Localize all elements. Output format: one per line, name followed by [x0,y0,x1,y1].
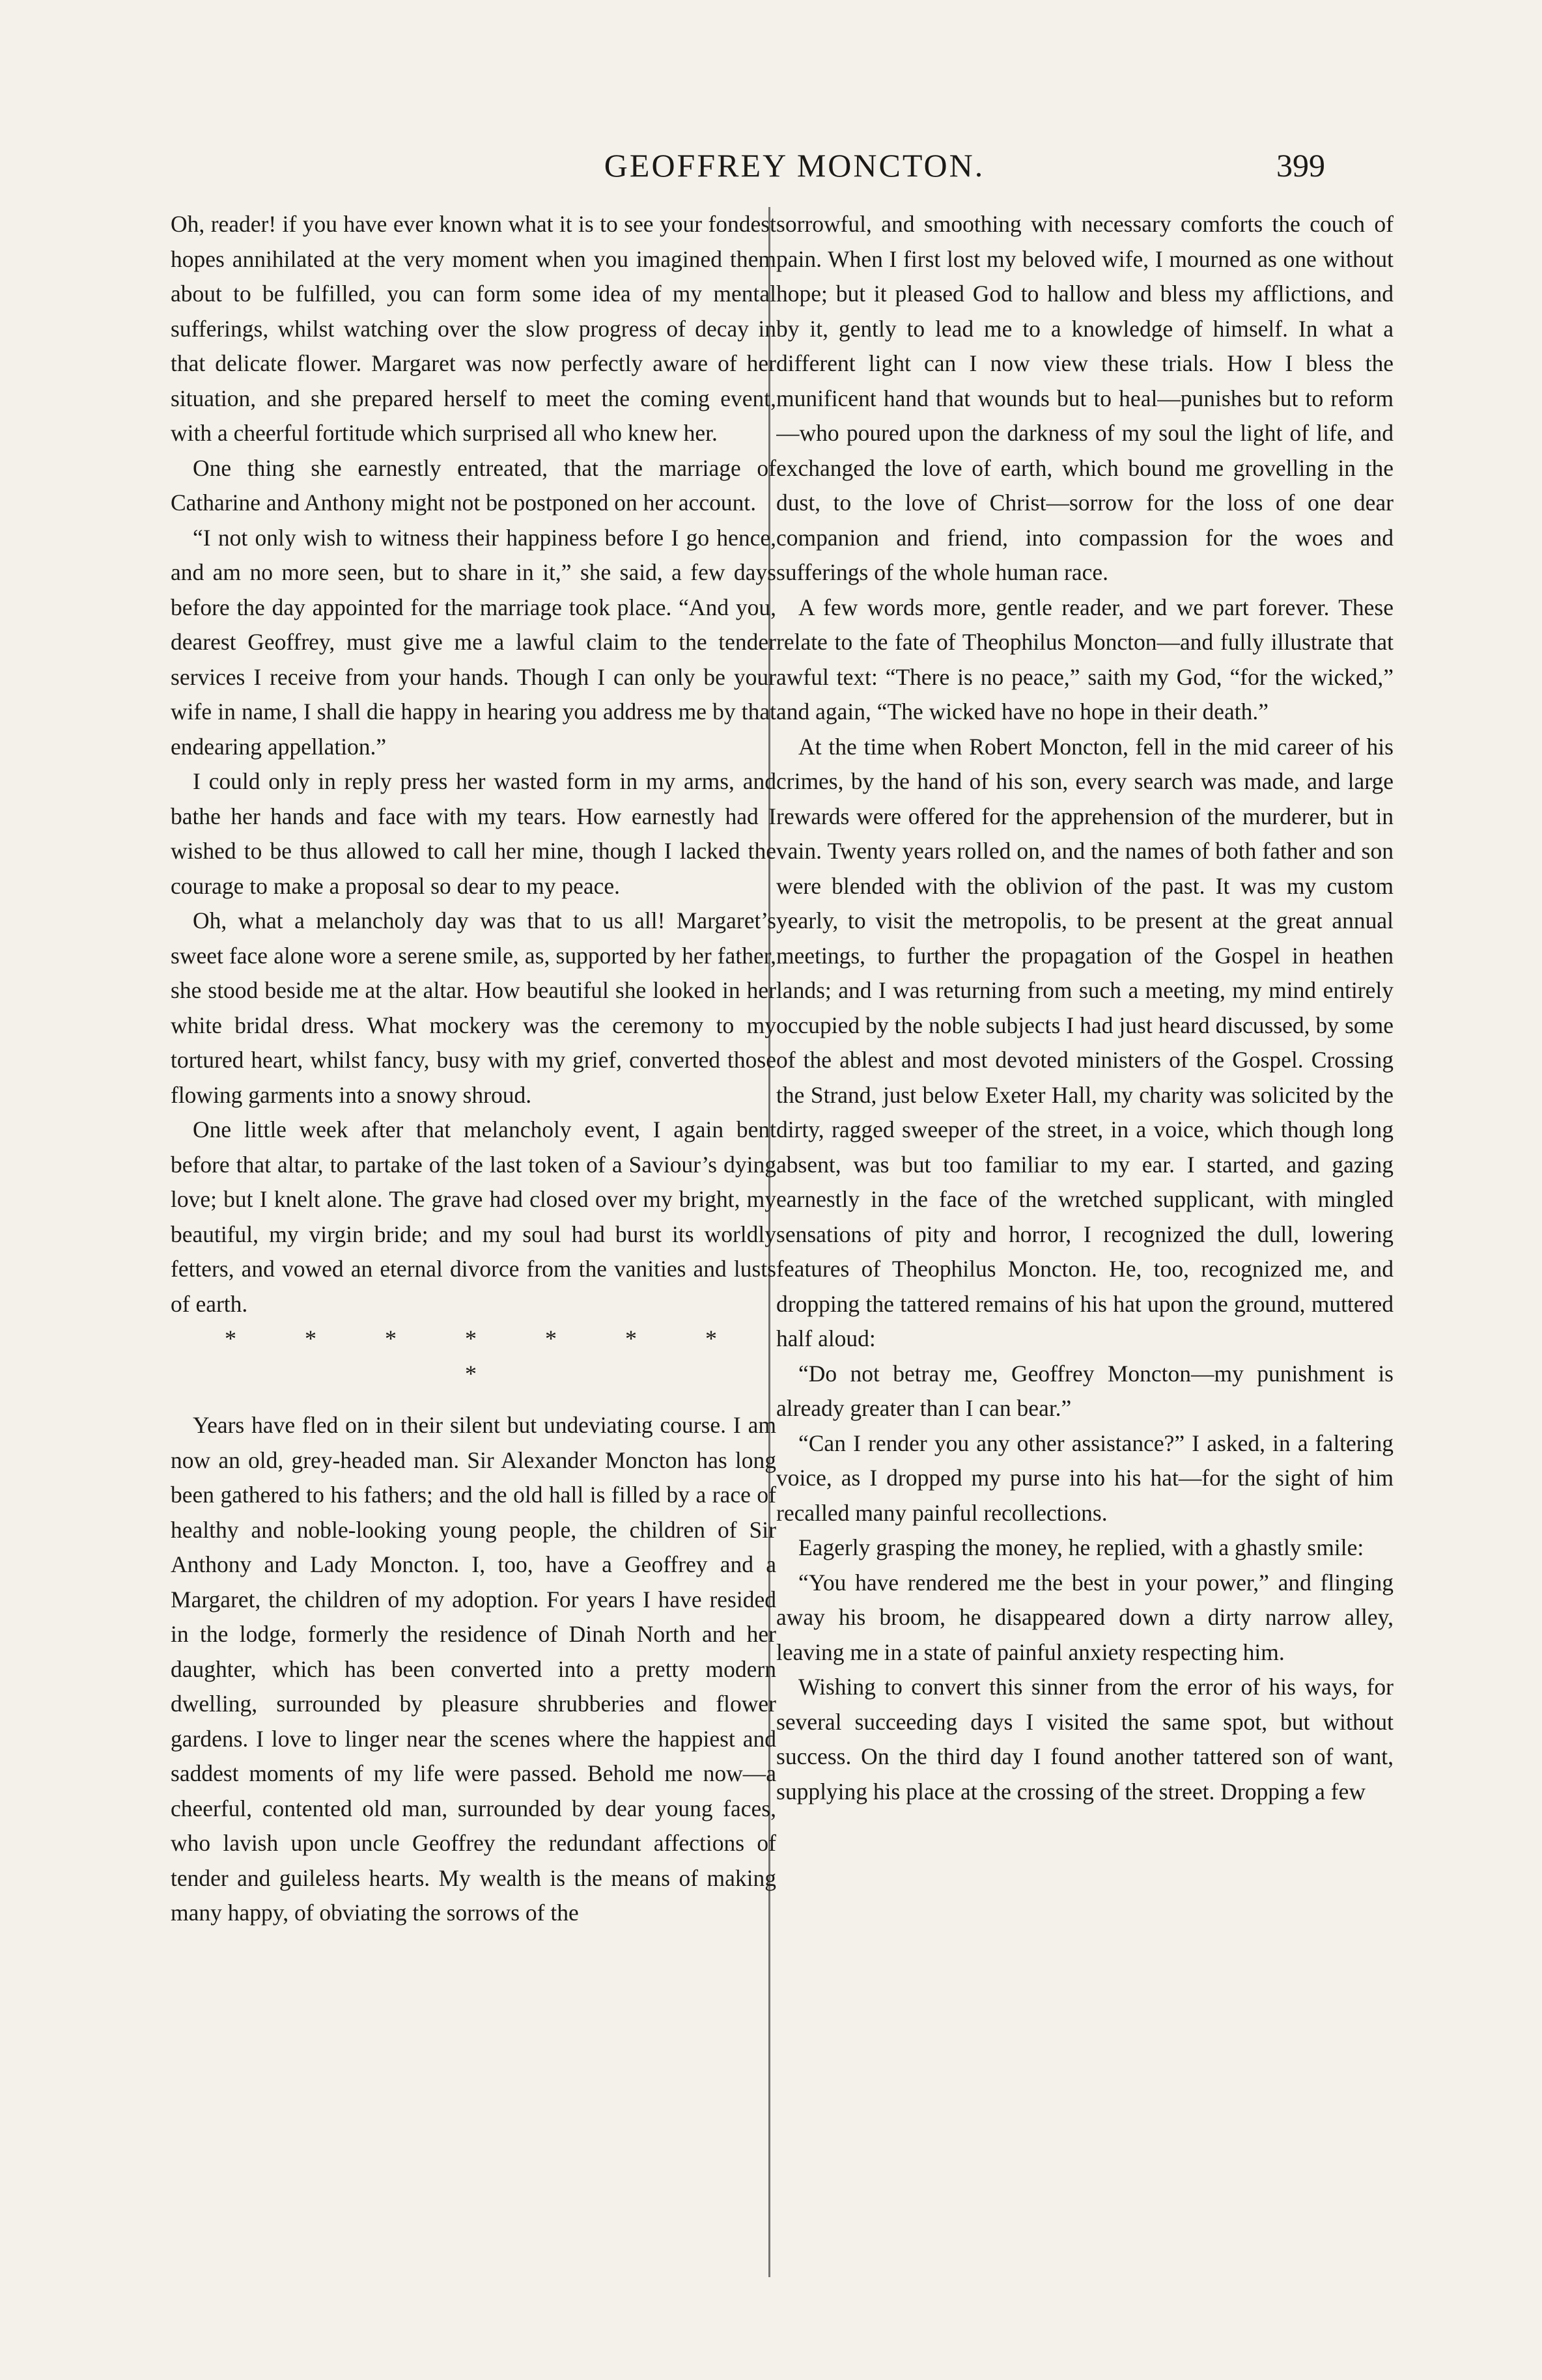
paragraph: Oh, what a melancholy day was that to us all! Margaret’s sweet face alone wore a serene smile, as, supported by her father, she stood beside me at the altar. How beautiful she looked in her white bridal dress. What mockery was the ceremony to my tortured heart, whilst fancy, busy with my grief, converted those flowing garments into a snowy shroud. [171,907,776,1108]
paragraph: “You have rendered me the best in your power,” and flinging away his broom, he disappeared down a dirty narrow alley, leaving me in a state of painful anxiety respecting him. [776,1569,1394,1665]
paragraph: Eagerly grasping the money, he replied, with a ghastly smile: [798,1534,1364,1560]
paragraph: “I not only wish to witness their happiness before I go hence, and am no more seen, but to share in it,” she said, a few days before the day appointed for the marriage took place. “And you, dearest Geoffrey, must give me a lawful claim to the tender services I receive from your hands. Though I can only be your wife in name, I shall die happy in hearing you address me by that endearing appellation.” [171,524,776,760]
paragraph: “Can I render you any other assistance?” I asked, in a faltering voice, as I dropped my purse into his hat—for the sight of him recalled many painful recollections. [776,1430,1394,1526]
page-number: 399 [1276,147,1325,184]
paragraph: A few words more, gentle reader, and we part forever. These relate to the fate of Theophilus Moncton—and fully illustrate that awful text: “There is no peace,” saith my God, “for the wicked,” and again, “The wicked have no hope in their death.” [776,594,1394,725]
paragraph: Wishing to convert this sinner from the error of his ways, for several succeeding days I visited the same spot, but without success. On the third day I found another tattered son of want, supplying his place at the crossing of the street. Dropping a few [776,1674,1394,1805]
left-column [171,207,776,2277]
paragraph: One thing she earnestly entreated, that the marriage of Catharine and Anthony might not be postponed on her account. [171,454,776,516]
page-header [0,146,1542,192]
paragraph: sorrowful, and smoothing with necessary comforts the couch of pain. When I first lost my beloved wife, I mourned as one without hope; but it pleased God to hallow and bless my afflictions, and by it, gently to lead me to a knowledge of himself. In what a different light can I now view these trials. How I bless the munificent hand that wounds but to heal—punishes but to reform—who poured upon the darkness of my soul the light of life, and exchanged the love of earth, which bound me grovelling in the dust, to the love of Christ—sorrow for the loss of one dear companion and friend, into compassion for the woes and sufferings of the whole human race. [776,211,1394,585]
paragraph: Oh, reader! if you have ever known what it is to see your fondest hopes annihilated at the very moment when you imagined them about to be fulfilled, you can form some idea of my mental sufferings, whilst watching over the slow progress of decay in that delicate flower. Margaret was now perfectly aware of her situation, and she prepared herself to meet the coming event, with a cheerful fortitude which surprised all who knew her. [171,211,776,446]
section-break: * * * * * * * * [225,1325,748,1387]
paragraph: One little week after that melancholy event, I again bent before that altar, to partake of the last token of a Saviour’s dying love; but I knelt alone. The grave had closed over my bright, my beautiful, my virgin bride; and my soul had burst its worldly fetters, and vowed an eternal divorce from the vanities and lusts of earth. [171,1116,776,1317]
paragraph: At the time when Robert Moncton, fell in the mid career of his crimes, by the hand of his son, every search was made, and large rewards were offered for the apprehension of the murderer, but in vain. Twenty years rolled on, and the names of both father and son were blended with the oblivion of the past. It was my custom yearly, to visit the metropolis, to be present at the great annual meetings, to further the propagation of the Gospel in heathen lands; and I was returning from such a meeting, my mind entirely occupied by the noble subjects I had just heard discussed, by some of the ablest and most devoted ministers of the Gospel. Crossing the Strand, just below Exeter Hall, my charity was solicited by the dirty, ragged sweeper of the street, in a voice, which though long absent, was but too familiar to my ear. I started, and gazing earnestly in the face of the wretched supplicant, with mingled sensations of pity and horror, I recognized the dull, lowering features of Theophilus Moncton. He, too, recognized me, and dropping the tattered remains of his hat upon the ground, muttered half aloud: [776,733,1394,1351]
paragraph: I could only in reply press her wasted form in my arms, and bathe her hands and face with my tears. How earnestly had I wished to be thus allowed to call her mine, though I lacked the courage to make a proposal so dear to my peace. [171,768,776,899]
paragraph: Years have fled on in their silent but undeviating course. I am now an old, grey-headed man. Sir Alexander Moncton has long been gathered to his fathers; and the old hall is filled by a race of healthy and noble-looking young people, the children of Sir Anthony and Lady Moncton. I, too, have a Geoffrey and a Margaret, the children of my adoption. For years I have resided in the lodge, formerly the residence of Dinah North and her daughter, which has been converted into a pretty modern dwelling, surrounded by pleasure shrubberies and flower gardens. I love to linger near the scenes where the happiest and saddest moments of my life were passed. Behold me now—a cheerful, contented old man, surrounded by dear young faces, who lavish upon uncle Geoffrey the redundant affections of tender and guileless hearts. My wealth is the means of making many happy, of obviating the sorrows of the [171,1412,776,1926]
running-title: GEOFFREY MONCTON. [604,147,985,184]
paragraph: “Do not betray me, Geoffrey Moncton—my punishment is already greater than I can bear.” [776,1360,1394,1421]
right-column [776,207,1394,2277]
